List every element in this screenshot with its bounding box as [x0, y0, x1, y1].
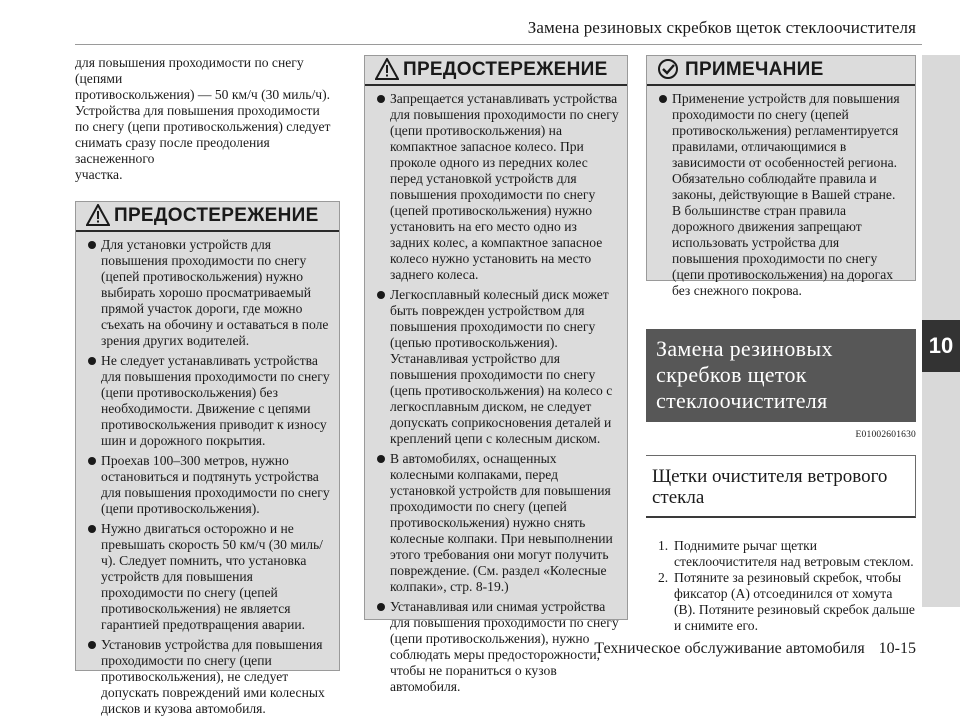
- instruction-steps: [646, 538, 916, 634]
- warning-header-rule: [76, 230, 339, 232]
- footer-section-title: Техническое обслуживание автомобиля: [594, 640, 865, 657]
- section-code: E01002601630: [855, 430, 916, 440]
- header-divider: [75, 44, 922, 45]
- warning-item: Нужно двигаться осторожно и не превышать скорость 50 км/ч (30 миль/ч). Следует помнить, что установка устройств для повышения проходимости по снегу (цепей противоскольжения) не является гарантией предотвращения аварии.: [88, 521, 331, 633]
- intro-paragraph: [75, 55, 340, 183]
- column-1: [75, 55, 340, 716]
- note-list: [647, 91, 915, 299]
- warning-item: В автомобилях, оснащенных колесными колпаками, перед установкой устройств для повышения проходимости по снегу (цепей противоскольжения) нужно снять колесные колпаки. При невыполнении этого требования они могут получить повреждение. (См. раздел «Колесные колпаки», стр. 8-19.): [377, 451, 619, 595]
- page-number: 10-15: [878, 640, 916, 657]
- page-footer: [594, 640, 916, 658]
- intro-line: противоскольжения) — 50 км/ч (30 миль/ч).: [75, 87, 331, 102]
- warning-item: Установив устройства для повышения проходимости по снегу (цепи противоскольжения), не следует допускать повреждений ими колесных дисков и кузова автомобиля.: [88, 637, 331, 717]
- step-item: [658, 538, 916, 570]
- warning-box: [364, 55, 628, 694]
- warning-title: ПРЕДОСТЕРЕЖЕНИЕ: [114, 205, 319, 226]
- warning-item: Проехав 100–300 метров, нужно остановиться и подтянуть устройства для повышения проходимости по снегу (цепи противоскольжения).: [88, 453, 331, 517]
- section-heading: Замена резиновых скребков щеток стеклоочистителя: [646, 329, 916, 422]
- step-number: 1.: [658, 538, 669, 553]
- warning-list: [365, 91, 627, 695]
- warning-box: [75, 201, 340, 716]
- step-number: 2.: [658, 570, 669, 585]
- warning-item: Для установки устройств для повышения проходимости по снегу (цепей противоскольжения) нужно выбирать хорошо просматриваемый прямой участок дороги, где можно съехать на обочину и оставаться в поле зрения других водителей.: [88, 237, 331, 349]
- note-title: ПРИМЕЧАНИЕ: [685, 59, 824, 80]
- intro-line: участка.: [75, 167, 123, 182]
- page-header-title: Замена резиновых скребков щеток стеклоочистителя: [527, 18, 916, 37]
- note-box: [646, 55, 916, 298]
- chapter-tab: 10: [922, 320, 960, 372]
- step-item: [658, 570, 916, 634]
- intro-line: по снегу (цепи противоскольжения) следует: [75, 119, 331, 134]
- warning-item: Легкосплавный колесный диск может быть поврежден устройством для повышения проходимости по снегу (цепью противоскольжения). Устанавливая устройство для повышения проходимости по снегу (цепь противоскольжения) на колесо с легкосплавным диском, не следует допускать соприкосновения деталей и креплений цепи с колесным диском.: [377, 287, 619, 447]
- warning-item: Запрещается устанавливать устройства для повышения проходимости по снегу (цепи противоскольжения) на компактное запасное колесо. При проколе одного из передних колес перед установкой устройств для повышения проходимости по снегу (цепей противоскольжения) нужно установить на его место одно из задних колес, а компактное запасное колесо нужно установить на место заднего колеса.: [377, 91, 619, 283]
- warning-header: [76, 202, 339, 230]
- intro-line: снимать сразу после преодоления заснеженного: [75, 135, 270, 166]
- warning-item: Устанавливая или снимая устройства для повышения проходимости по снегу (цепи противоскольжения), нужно соблюдать меры предосторожности, чтобы не пораниться о кузов автомобиля.: [377, 599, 619, 695]
- warning-header-rule: [365, 84, 627, 86]
- subsection-heading: Щетки очистителя ветрового стекла: [646, 455, 916, 518]
- column-2: [364, 55, 628, 694]
- note-item: Применение устройств для повышения проходимости по снегу (цепей противоскольжения) регламентируется правилами, отличающимися в зависимости от особенностей региона. Обязательно соблюдайте правила и законы, действующие в Вашей стране. В большинстве стран правила дорожного движения запрещают использовать устройства для повышения проходимости по снегу (цепи противоскольжения) на дорогах без снежного покрова.: [659, 91, 907, 299]
- step-text: Поднимите рычаг щетки стеклоочистителя над ветровым стеклом.: [674, 538, 914, 569]
- intro-line: для повышения проходимости по снегу (цепями: [75, 55, 304, 86]
- intro-line: Устройства для повышения проходимости: [75, 103, 320, 118]
- warning-list: [76, 237, 339, 717]
- warning-item: Не следует устанавливать устройства для повышения проходимости по снегу (цепи противоскольжения) без необходимости. Движение с цепями противоскольжения приводит к износу шин и дорожного покрытия.: [88, 353, 331, 449]
- note-check-icon: [657, 58, 683, 82]
- warning-header: [365, 56, 627, 84]
- warning-title: ПРЕДОСТЕРЕЖЕНИЕ: [403, 59, 608, 80]
- step-text: Потяните за резиновый скребок, чтобы фиксатор (A) отсоединился от хомута (B). Потяните резиновый скребок дальше и снимите его.: [674, 570, 915, 633]
- warning-triangle-icon: [375, 58, 401, 82]
- warning-triangle-icon: [86, 204, 112, 228]
- note-header-rule: [647, 84, 915, 86]
- column-3: [646, 55, 916, 634]
- note-header: [647, 56, 915, 84]
